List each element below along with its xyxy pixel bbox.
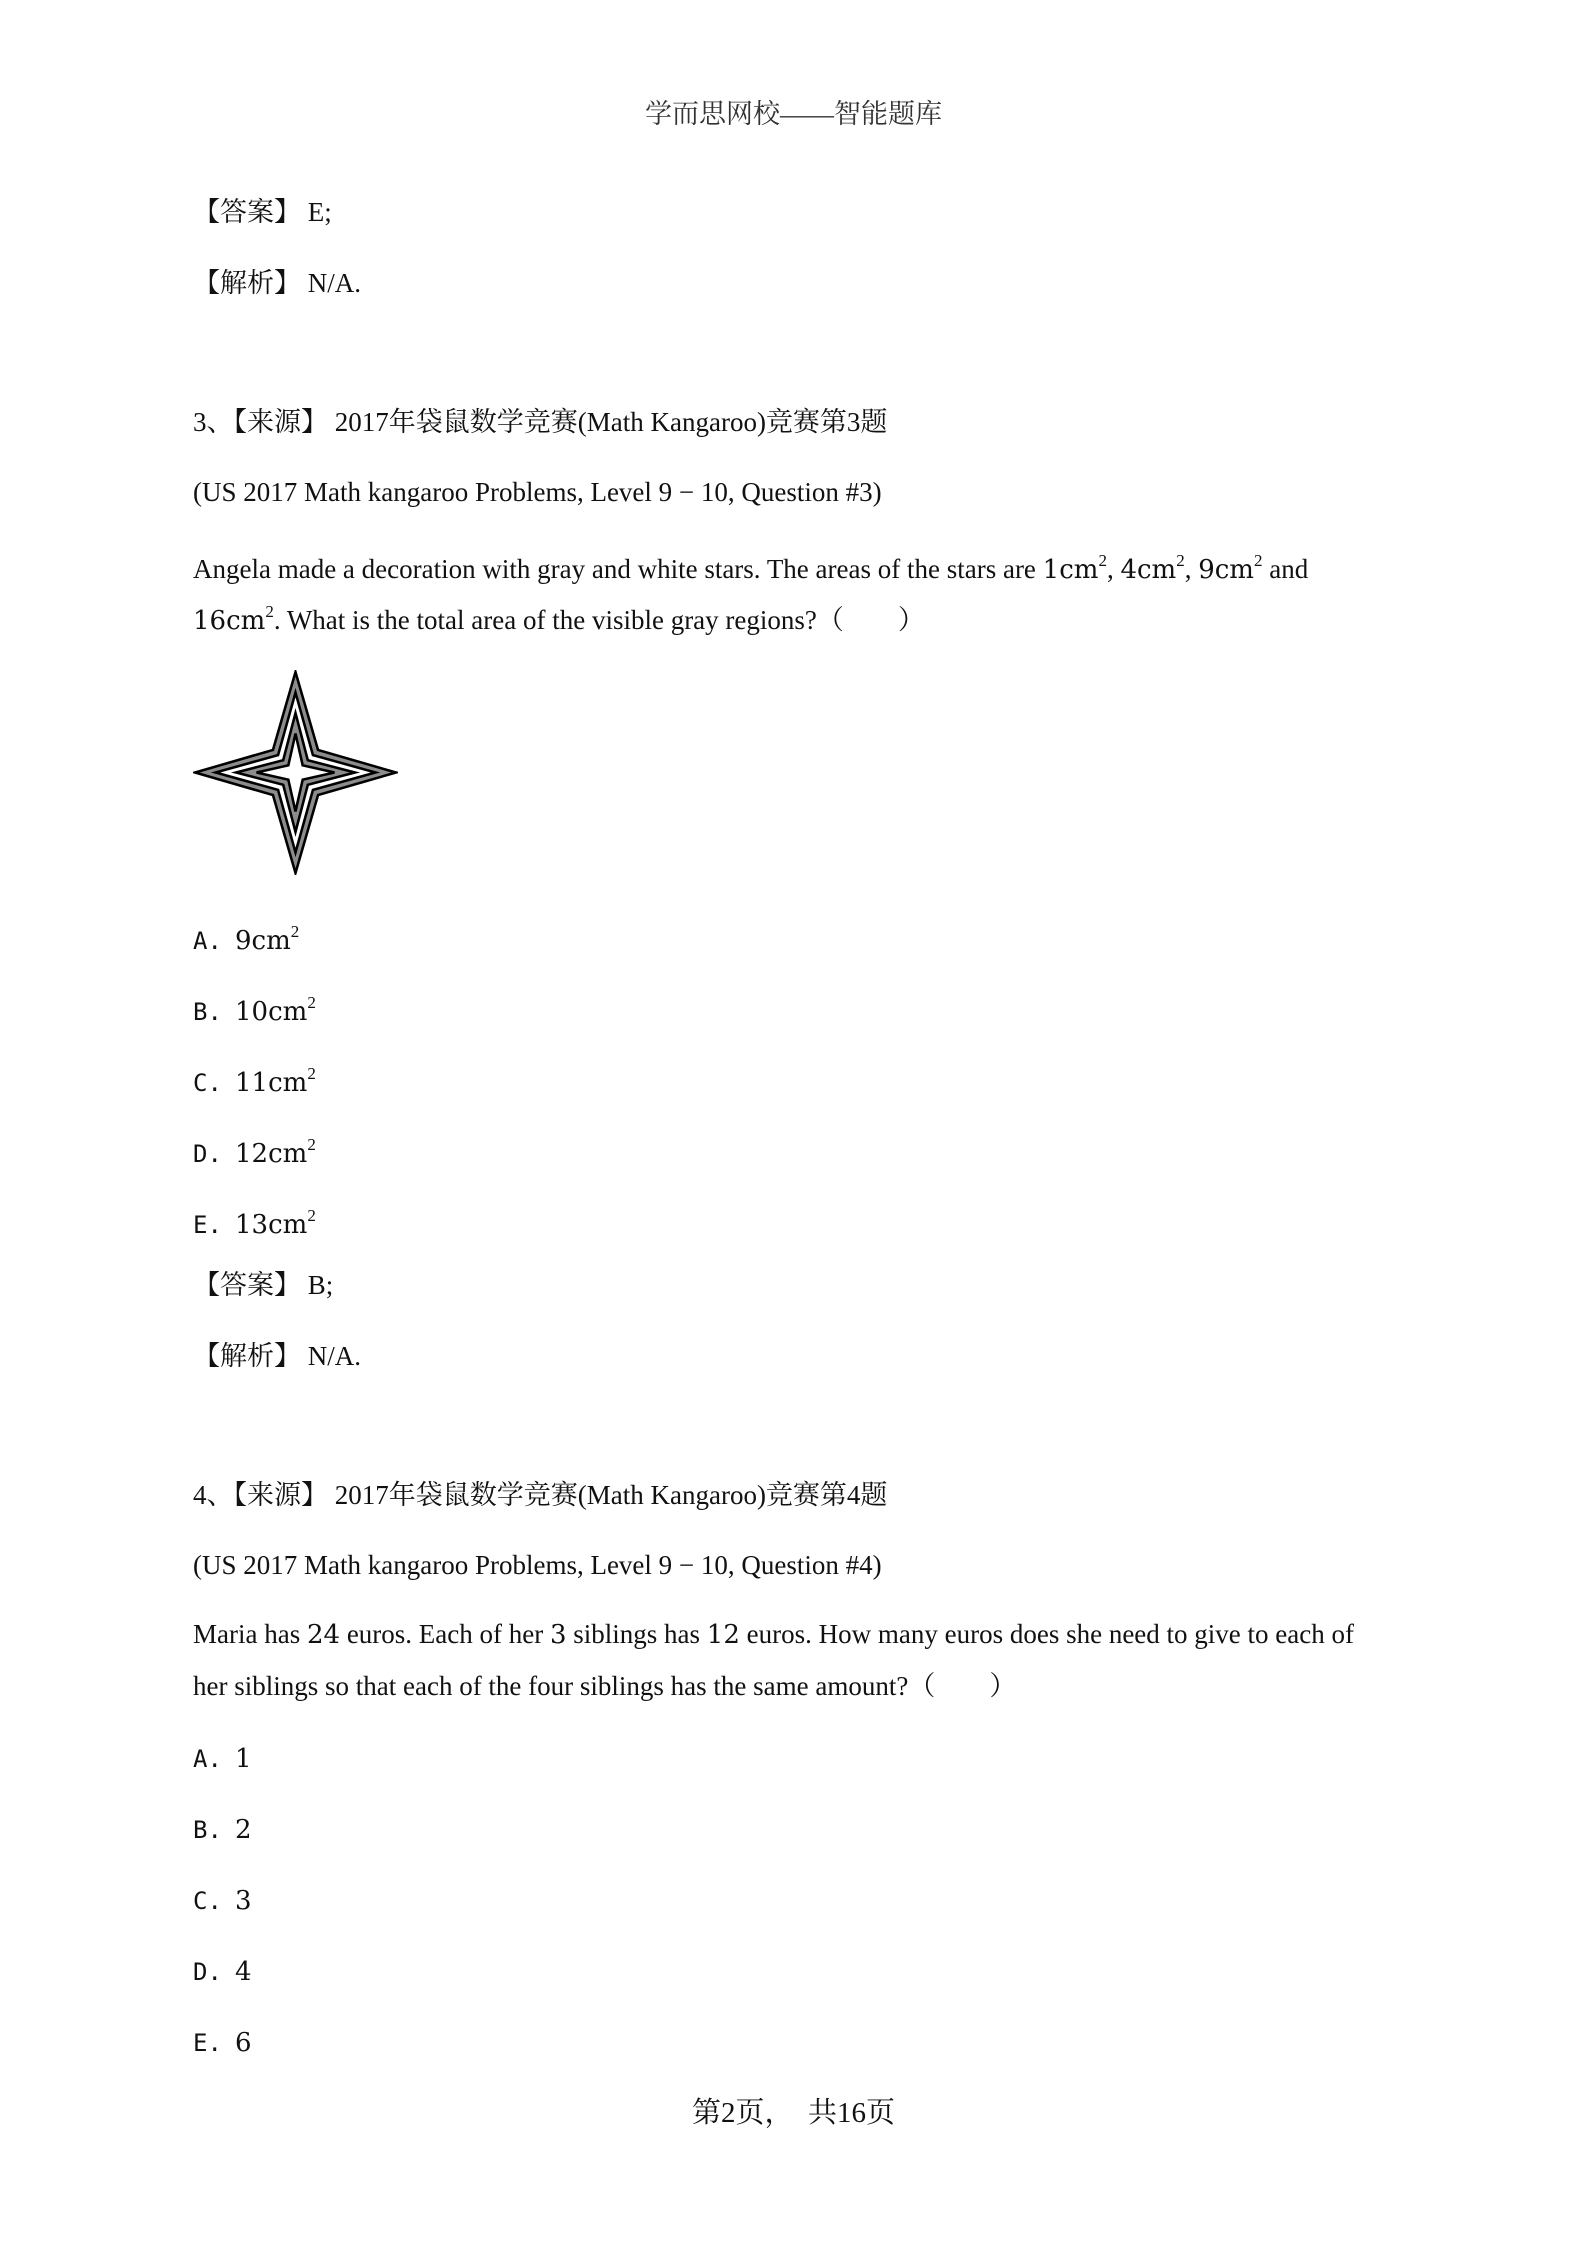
option-value: 2: [235, 1815, 252, 1845]
q4-option-c[interactable]: [193, 1882, 252, 1919]
q3-subtitle: (US 2017 Math kangaroo Problems, Level 9 − 10, Question #3): [193, 477, 882, 507]
q4-num-12: 12: [706, 1620, 740, 1650]
q4-option-e[interactable]: [193, 2024, 252, 2061]
sup: 2: [307, 1206, 316, 1225]
q4-text-d: euros. How many euros does she need to give to each of: [739, 1619, 1354, 1649]
q3-text-line2: [193, 594, 925, 639]
option-value: 12cm: [235, 1139, 308, 1169]
option-letter: D.: [193, 1140, 222, 1168]
option-value: 6: [235, 2028, 252, 2058]
option-letter: D.: [193, 1958, 222, 1986]
q3-option-b[interactable]: [193, 985, 316, 1030]
option-value: 3: [235, 1886, 252, 1916]
q4-text-b: euros. Each of her: [340, 1619, 550, 1649]
q4-text-line2: her siblings so that each of the four siblings has the same amount?（ ）: [193, 1671, 1017, 1701]
option-letter: E.: [193, 2029, 222, 2057]
sup: 2: [307, 993, 316, 1012]
nested-stars-figure: [193, 670, 398, 875]
sup: 2: [1253, 551, 1263, 570]
page-header: 学而思网校——智能题库: [645, 99, 942, 129]
option-letter: A.: [193, 927, 222, 955]
q3-area-1: 1cm: [1042, 555, 1099, 585]
sup: 2: [290, 922, 300, 941]
sup: 2: [1098, 551, 1107, 570]
analysis-q3: 【解析】 N/A.: [193, 1341, 361, 1371]
q3-area-3: 9cm: [1198, 555, 1254, 585]
option-value: 13cm: [235, 1210, 308, 1240]
answer-q3: 【答案】 B;: [193, 1270, 334, 1300]
sep: ,: [1106, 554, 1121, 584]
q3-text-b: . What is the total area of the visible gray regions?（ ）: [273, 605, 925, 635]
q3-option-a[interactable]: [193, 914, 299, 959]
q4-subtitle: (US 2017 Math kangaroo Problems, Level 9 − 10, Question #4): [193, 1550, 882, 1580]
page-footer: 第2页， 共16页: [691, 2097, 895, 2129]
q3-source: 3、【来源】 2017年袋鼠数学竞赛(Math Kangaroo)竞赛第3题: [193, 407, 888, 437]
q4-text-line1: [193, 1616, 1354, 1653]
star-white-inner: [257, 734, 335, 812]
q3-text-a: Angela made a decoration with gray and white stars. The areas of the stars are: [193, 554, 1043, 584]
option-value: 9cm: [235, 926, 291, 956]
option-value: 11cm: [235, 1068, 308, 1098]
option-letter: C.: [193, 1887, 222, 1915]
q4-num-3: 3: [549, 1620, 567, 1650]
q4-text-a: Maria has: [193, 1619, 307, 1649]
q3-option-c[interactable]: [193, 1056, 316, 1101]
q4-option-b[interactable]: [193, 1811, 252, 1848]
option-letter: B.: [193, 998, 222, 1026]
q3-area-2: 4cm: [1120, 555, 1177, 585]
q3-option-d[interactable]: [193, 1127, 316, 1172]
option-letter: A.: [193, 1745, 222, 1773]
q3-option-e[interactable]: [193, 1198, 316, 1243]
q3-text-line1: [193, 543, 1308, 588]
answer-q2: 【答案】 E;: [193, 197, 332, 227]
option-letter: E.: [193, 1211, 222, 1239]
q4-text-c: siblings has: [566, 1619, 707, 1649]
sup: 2: [1176, 551, 1185, 570]
q4-option-a[interactable]: [193, 1740, 252, 1777]
option-value: 4: [235, 1957, 252, 1987]
sup: 2: [265, 602, 274, 621]
option-value: 10cm: [235, 997, 308, 1027]
q3-area-4: 16cm: [193, 606, 266, 636]
analysis-q2: 【解析】 N/A.: [193, 268, 361, 298]
option-value: 1: [235, 1744, 252, 1774]
q4-source: 4、【来源】 2017年袋鼠数学竞赛(Math Kangaroo)竞赛第4题: [193, 1480, 888, 1510]
q3-text-and: and: [1262, 554, 1309, 584]
q4-option-d[interactable]: [193, 1953, 252, 1990]
option-letter: B.: [193, 1816, 222, 1844]
sup: 2: [307, 1135, 316, 1154]
sep: ,: [1184, 554, 1199, 584]
option-letter: C.: [193, 1069, 222, 1097]
sup: 2: [307, 1064, 316, 1083]
q4-num-24: 24: [306, 1620, 341, 1650]
